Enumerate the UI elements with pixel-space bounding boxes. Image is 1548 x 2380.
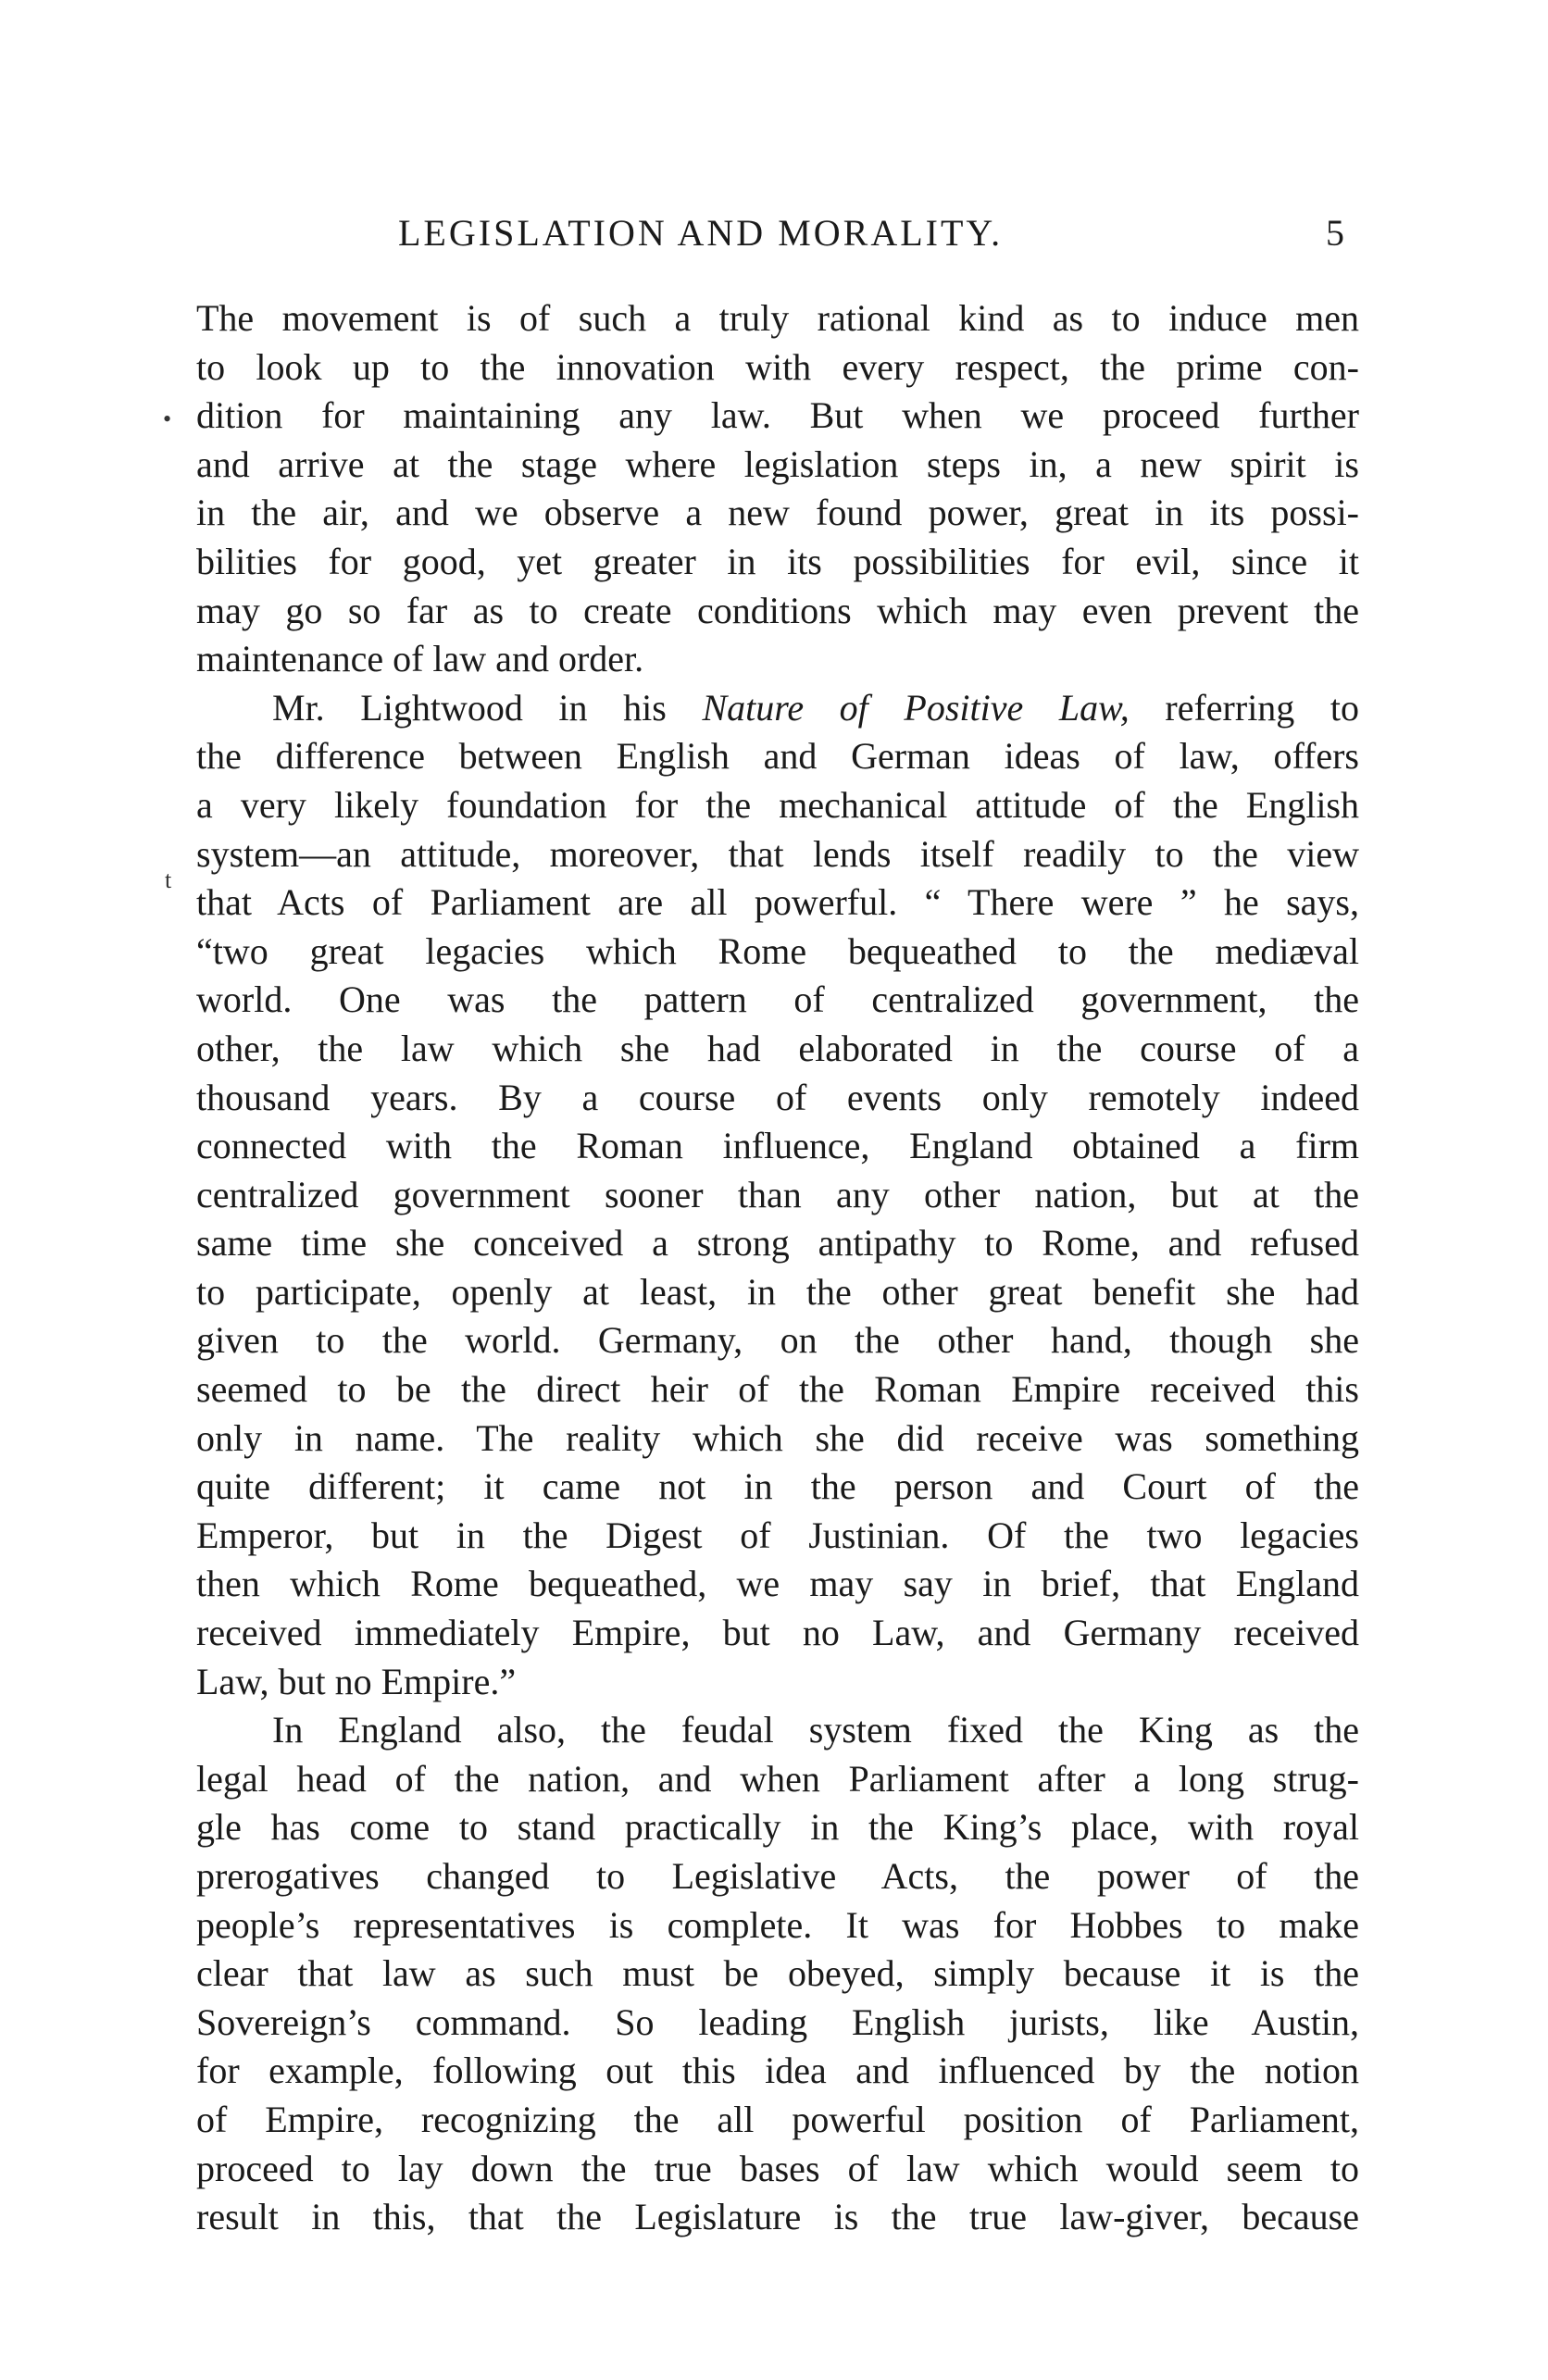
text-line: to participate, openly at least, in the other great benefit she had xyxy=(196,1270,1359,1313)
text-line: proceed to lay down the true bases of law which would seem to xyxy=(196,2147,1359,2189)
text-line: system—an attitude, moreover, that lends itself readily to the view xyxy=(196,832,1359,875)
text-segment: referring to xyxy=(1165,686,1360,729)
text-line: given to the world. Germany, on the other hand, though she xyxy=(196,1319,1359,1362)
text-line: quite different; it came not in the person and Court of the xyxy=(196,1465,1359,1508)
text-line: other, the law which she had elaborated in the course of a xyxy=(196,1027,1359,1069)
text-line: may go so far as to create conditions which may even prevent the xyxy=(196,589,1359,631)
text-line: same time she conceived a strong antipathy to Rome, and refused xyxy=(196,1222,1359,1265)
text-line: to look up to the innovation with every respect, the prime con- xyxy=(196,345,1359,388)
text-line: prerogatives changed to Legislative Acts, the power of the xyxy=(196,1855,1359,1897)
text-line: in the air, and we observe a new found power, great in its possi- xyxy=(196,492,1359,534)
margin-mark: • xyxy=(163,405,172,432)
text-line: only in name. The reality which she did receive was something xyxy=(196,1416,1359,1459)
text-line: connected with the Roman influence, England obtained a firm xyxy=(196,1125,1359,1167)
italic-book-title: Nature of Positive Law, xyxy=(702,686,1130,729)
text-line: thousand years. By a course of events only remotely indeed xyxy=(196,1076,1359,1118)
text-line: clear that law as such must be obeyed, simply because it is the xyxy=(196,1952,1359,1995)
text-line: of Empire, recognizing the all powerful position of Parliament, xyxy=(196,2098,1359,2140)
text-line: that Acts of Parliament are all powerful. “ There were ” he says, xyxy=(196,881,1359,924)
text-line: a very likely foundation for the mechanical attitude of the English xyxy=(196,783,1359,826)
text-line: world. One was the pattern of centralized government, the xyxy=(196,978,1359,1021)
text-line: result in this, that the Legislature is the true law-giver, because xyxy=(196,2196,1359,2238)
text-line: maintenance of law and order. xyxy=(196,638,644,680)
text-line: Sovereign’s command. So leading English jurists, like Austin, xyxy=(196,2000,1359,2043)
text-line: In England also, the feudal system fixed the King as the xyxy=(272,1709,1359,1751)
text-line: centralized government sooner than any other nation, but at the xyxy=(196,1173,1359,1215)
text-line: for example, following out this idea and influenced by the notion xyxy=(196,2050,1359,2092)
text-segment: Mr. Lightwood in his xyxy=(272,686,667,729)
text-line: received immediately Empire, but no Law, and Germany received xyxy=(196,1612,1359,1654)
text-line: legal head of the nation, and when Parliament after a long strug- xyxy=(196,1757,1359,1800)
body-text xyxy=(196,294,1359,2242)
text-line: bilities for good, yet greater in its possibilities for evil, since it xyxy=(196,540,1359,582)
text-line: Emperor, but in the Digest of Justinian. Of the two legacies xyxy=(196,1514,1359,1556)
text-line: and arrive at the stage where legislation steps in, a new spirit is xyxy=(196,442,1359,485)
text-line: the difference between English and German ideas of law, offers xyxy=(196,735,1359,778)
text-line: gle has come to stand practically in the King’s place, with royal xyxy=(196,1806,1359,1849)
text-line-with-italic-title xyxy=(196,684,1359,733)
text-line: people’s representatives is complete. It was for Hobbes to make xyxy=(196,1903,1359,1946)
text-line: “two great legacies which Rome bequeathed to the mediæval xyxy=(196,929,1359,972)
text-line: dition for maintaining any law. But when we proceed further xyxy=(196,394,1359,437)
text-line: then which Rome bequeathed, we may say in brief, that England xyxy=(196,1563,1359,1605)
text-line: seemed to be the direct heir of the Roman Empire received this xyxy=(196,1368,1359,1411)
running-title: LEGISLATION AND MORALITY. xyxy=(398,212,1004,254)
text-line: Law, but no Empire.” xyxy=(196,1660,517,1702)
margin-mark: t xyxy=(165,866,172,893)
page-number: 5 xyxy=(1326,212,1344,254)
text-line: The movement is of such a truly rational kind as to induce men xyxy=(196,297,1359,339)
